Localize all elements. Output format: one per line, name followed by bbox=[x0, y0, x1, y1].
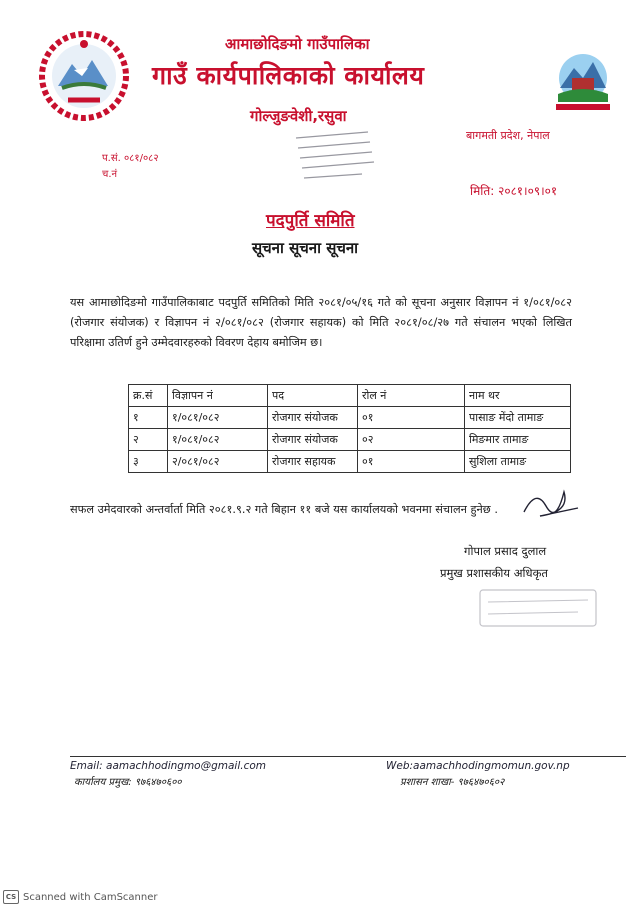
cell-ad-number: १/०८१/०८२ bbox=[168, 407, 268, 429]
office-stamp-icon bbox=[288, 128, 380, 188]
footer-email: Email: aamachhodingmo@gmail.com bbox=[70, 760, 267, 772]
cell-post: रोजगार संयोजक bbox=[268, 429, 358, 451]
municipality-logo-icon bbox=[548, 48, 618, 114]
cell-roll: ०१ bbox=[358, 407, 465, 429]
reference-number: प.सं. ०८१/०८२ bbox=[102, 153, 159, 164]
notice-paragraph: यस आमाछोदिङमो गाउँपालिकाबाट पदपुर्ति समितिको मिति २०८१/०५/१६ गते को सूचना अनुसार विज्ञापन नं १/०८१/०८२ (रोजगार संयोजक) र विज्ञापन नं २/०८१/०८२ (रोजगार सहायक) को मिति २०८१/०८/२७ गते संचालन भएको लिखित परिक्षामा उतिर्ण हुने उम्मेदवारहरुको विवरण देहाय बमोजिम छ। bbox=[70, 296, 572, 349]
nepal-emblem-icon bbox=[38, 30, 130, 122]
cell-ad-number: २/०८१/०८२ bbox=[168, 451, 268, 473]
notice-heading: सूचना सूचना सूचना bbox=[252, 239, 359, 257]
cell-roll: ०१ bbox=[358, 451, 465, 473]
committee-heading: पदपुर्ति समिति bbox=[266, 211, 355, 231]
table-row bbox=[129, 429, 571, 451]
signer-stamp-icon bbox=[478, 588, 598, 628]
issue-date: मिति: २०८१।०९।०१ bbox=[470, 184, 558, 198]
cell-ad-number: १/०८१/०८२ bbox=[168, 429, 268, 451]
signer-name: गोपाल प्रसाद दुलाल bbox=[464, 544, 547, 558]
province-label: बागमती प्रदेश, नेपाल bbox=[466, 129, 550, 142]
signature-icon bbox=[520, 482, 580, 522]
cell-serial: ३ bbox=[129, 451, 168, 473]
results-table bbox=[128, 384, 571, 473]
header-name: नाम थर bbox=[465, 385, 571, 407]
office-title: गाउँ कार्यपालिकाको कार्यालय bbox=[152, 61, 425, 90]
camscanner-icon: CS bbox=[3, 890, 19, 904]
header-serial: क्र.सं bbox=[129, 385, 168, 407]
signer-title: प्रमुख प्रशासकीय अधिकृत bbox=[440, 566, 548, 580]
cell-name: मिङमार तामाङ bbox=[465, 429, 571, 451]
interview-notice: सफल उमेदवारको अन्तर्वार्ता मिति २०८१.९.२ गते बिहान ११ बजे यस कार्यालयको भवनमा संचालन हुनेछ . bbox=[70, 503, 498, 516]
scanner-label: Scanned with CamScanner bbox=[23, 891, 158, 903]
footer-website: Web:aamachhodingmomun.gov.np bbox=[386, 760, 570, 772]
cell-name: पासाङ मेंदो तामाङ bbox=[465, 407, 571, 429]
cell-serial: १ bbox=[129, 407, 168, 429]
footer-divider bbox=[70, 756, 626, 757]
cell-post: रोजगार सहायक bbox=[268, 451, 358, 473]
office-location: गोल्जुङवेशी,रसुवा bbox=[250, 107, 347, 125]
footer-office-phone: कार्यालय प्रमुख: ९७६४७०६०० bbox=[74, 777, 182, 788]
header-roll: रोल नं bbox=[358, 385, 465, 407]
footer-admin-phone: प्रशासन शाखा- ९७६४७०६०२ bbox=[400, 777, 505, 788]
header-ad-number: विज्ञापन नं bbox=[168, 385, 268, 407]
header-post: पद bbox=[268, 385, 358, 407]
office-subtitle: आमाछोदिङमो गाउँपालिका bbox=[225, 35, 370, 53]
table-row bbox=[129, 451, 571, 473]
cell-post: रोजगार संयोजक bbox=[268, 407, 358, 429]
cell-serial: २ bbox=[129, 429, 168, 451]
dispatch-number: च.नं bbox=[102, 169, 118, 180]
cell-roll: ०२ bbox=[358, 429, 465, 451]
table-row bbox=[129, 407, 571, 429]
scanner-watermark bbox=[3, 890, 158, 904]
cell-name: सुशिला तामाङ bbox=[465, 451, 571, 473]
table-header-row bbox=[129, 385, 571, 407]
